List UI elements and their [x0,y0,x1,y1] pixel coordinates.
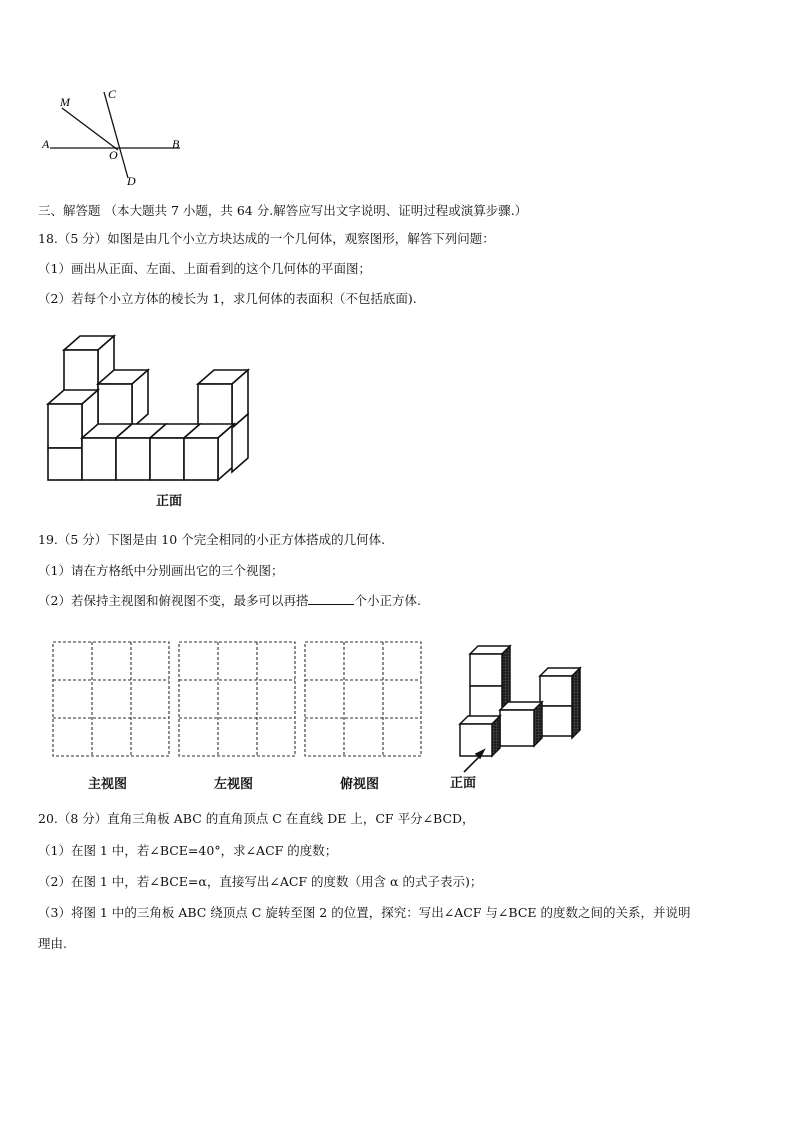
q20-part3-line2: 理由. [38,936,67,951]
q19-part2-after: 个小正方体. [354,593,421,608]
answer-blank[interactable] [308,593,354,605]
q18-cube-figure [44,330,256,512]
point-label-D: D [127,174,136,188]
point-label-M: M [60,95,70,109]
q18-part2: （2）若每个小立方体的棱长为 1，求几何体的表面积（不包括底面). [38,291,417,306]
q18-part1: （1）画出从正面、左面、上面看到的这个几何体的平面图； [38,261,371,276]
lines-figure [38,84,188,192]
grid-top-view[interactable] [304,641,422,761]
caption-top-view: 俯视图 [340,777,380,792]
q19-stem: 19.（5 分）下图是由 10 个完全相同的小正方体搭成的几何体. [38,532,386,547]
q20-part1: （1）在图 1 中，若∠BCE=40°，求∠ACF 的度数； [38,843,338,858]
q18-stem: 18.（5 分）如图是由几个小立方块达成的一个几何体，观察图形，解答下列问题： [38,231,495,246]
point-label-B: B [172,137,180,151]
point-label-C: C [108,87,117,101]
q18-figure-caption: 正面 [156,494,183,509]
q20-stem: 20.（8 分）直角三角板 ABC 的直角顶点 C 在直线 DE 上，CF 平分∠BCD， [38,811,475,826]
grid-front-view[interactable] [52,641,170,761]
q20-part2: （2）在图 1 中，若∠BCE=α，直接写出∠ACF 的度数（用含 α 的式子表示)； [38,874,483,889]
q20-part3-line1: （3）将图 1 中的三角板 ABC 绕顶点 C 旋转至图 2 的位置，探究：写出∠ACF 与∠BCE 的度数之间的关系，并说明 [38,905,691,920]
q19-cube-figure [450,640,590,790]
section-heading: 三、解答题 （本大题共 7 小题，共 64 分.解答应写出文字说明、证明过程或演算步骤.） [38,203,528,218]
q19-part1: （1）请在方格纸中分别画出它的三个视图； [38,563,284,578]
q19-part2-before: （2）若保持主视图和俯视图不变，最多可以再搭 [38,593,309,608]
point-label-A: A [42,137,50,151]
q19-figure-caption: 正面 [450,776,477,791]
caption-front-view: 主视图 [88,777,128,792]
caption-left-view: 左视图 [214,777,254,792]
q19-part2 [38,593,421,609]
point-label-O: O [109,148,118,162]
grid-left-view[interactable] [178,641,296,761]
